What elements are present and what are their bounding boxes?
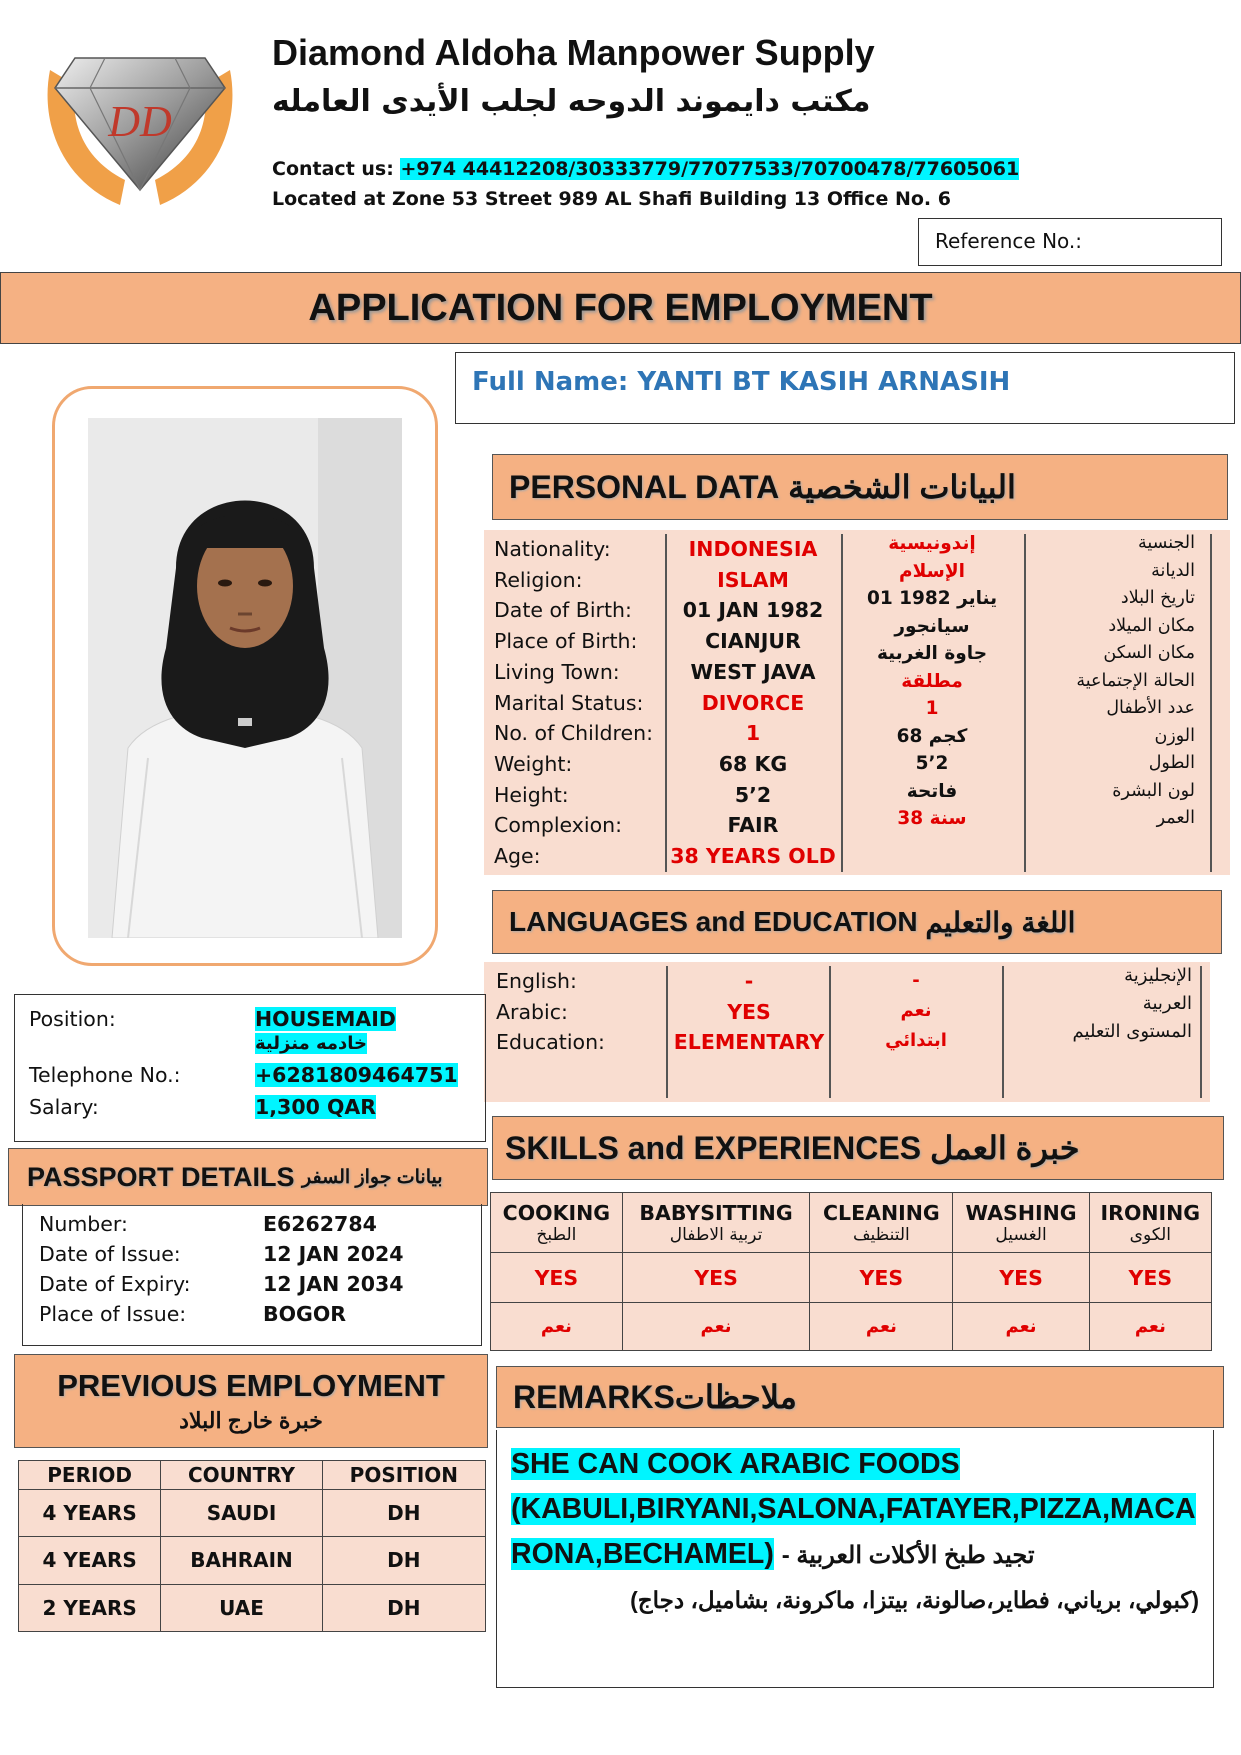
label-ar-religion: الديانة (1151, 560, 1195, 581)
skill-name-ar: الغسيل (995, 1224, 1047, 1245)
value-education: ELEMENTARY (673, 1030, 825, 1054)
value-weight: 68 KG (718, 751, 788, 776)
personal-heading-ar: البيانات الشخصية (788, 469, 1016, 505)
language-values-ar (832, 962, 1000, 1056)
personal-data-table (484, 530, 1230, 875)
contact-line (272, 158, 1019, 180)
previous-heading-ar: خبرة خارج البلاد (179, 1408, 323, 1433)
phone-label: Telephone No.: (29, 1063, 181, 1087)
passport-place-label: Place of Issue: (39, 1302, 187, 1326)
row-position: DH (322, 1489, 485, 1536)
passport-expiry-value: 12 JAN 2034 (263, 1272, 404, 1296)
skill-value: YES (810, 1253, 953, 1303)
value-ar-arabic: نعم (900, 1000, 932, 1021)
language-labels (496, 962, 656, 1058)
skill-value: YES (953, 1253, 1089, 1303)
passport-issue-label: Date of Issue: (39, 1242, 181, 1266)
skill-value: YES (491, 1253, 623, 1303)
remarks-line-3: RONA,BECHAMEL) (511, 1538, 774, 1570)
skills-table (490, 1192, 1212, 1351)
passport-box (22, 1204, 482, 1346)
position-box (14, 994, 486, 1142)
salary-label: Salary: (29, 1095, 99, 1119)
skill-cooking (491, 1193, 623, 1253)
table-row (19, 1489, 486, 1536)
logo-letters: DD (108, 97, 172, 146)
label-ar-weight: الوزن (1154, 725, 1195, 746)
languages-heading-en: LANGUAGES and EDUCATION (509, 906, 918, 937)
table-row (19, 1584, 486, 1631)
previous-employment-heading (14, 1354, 488, 1448)
skill-name: WASHING (965, 1200, 1077, 1225)
label-ar-children: عدد الأطفال (1106, 698, 1195, 718)
value-ar-living-town: جاوة الغربية (876, 643, 988, 664)
value-age: 38 YEARS OLD (670, 844, 836, 869)
row-period: 4 YEARS (19, 1489, 161, 1536)
skills-heading-en: SKILLS and EXPERIENCES (505, 1129, 922, 1166)
skill-name: IRONING (1100, 1200, 1201, 1225)
skill-babysitting (622, 1193, 810, 1253)
personal-data-heading (492, 454, 1228, 520)
page-title: APPLICATION FOR EMPLOYMENT (308, 286, 933, 329)
remarks-box (496, 1430, 1214, 1688)
label-ar-english: الإنجليزية (1124, 965, 1192, 986)
row-country: SAUDI (161, 1489, 322, 1536)
personal-heading-en: PERSONAL DATA (509, 468, 780, 505)
passport-number-label: Number: (39, 1212, 128, 1236)
remarks-line-2: (KABULI,BIRYANI,SALONA,FATAYER,PIZZA,MACA (511, 1493, 1196, 1525)
passport-heading-ar: بيانات جواز السفر (302, 1166, 443, 1188)
skill-name: COOKING (502, 1200, 611, 1225)
office-address: Located at Zone 53 Street 989 AL Shafi Building 13 Office No. 6 (272, 188, 951, 210)
label-height: Height: (494, 782, 569, 807)
value-arabic: YES (727, 999, 771, 1024)
skill-value-ar: نعم (810, 1303, 953, 1351)
value-living-town: WEST JAVA (690, 659, 816, 684)
passport-heading-en: PASSPORT DETAILS (27, 1161, 295, 1192)
label-arabic: Arabic: (496, 999, 568, 1024)
skill-name-ar: التنظيف (852, 1224, 910, 1245)
skill-washing (953, 1193, 1089, 1253)
title-band (0, 272, 1241, 344)
personal-values-en (668, 530, 838, 875)
label-ar-nationality: الجنسية (1137, 533, 1195, 553)
label-ar-complexion: لون البشرة (1112, 780, 1195, 801)
value-ar-weight: 68 كجم (896, 725, 968, 747)
language-labels-ar (1006, 962, 1192, 1046)
col-country: COUNTRY (161, 1461, 322, 1490)
skill-ironing (1089, 1193, 1211, 1253)
table-row (19, 1537, 486, 1584)
label-ar-education: المستوى التعليم (1072, 1021, 1192, 1042)
skill-value: YES (622, 1253, 810, 1303)
value-ar-nationality: إندونيسية (888, 533, 976, 554)
value-children: 1 (745, 721, 761, 746)
label-living-town: Living Town: (494, 659, 620, 684)
label-ar-height: الطول (1148, 753, 1195, 773)
value-ar-age: 38 سنة (897, 808, 967, 829)
skill-value: YES (1089, 1253, 1211, 1303)
contact-label: Contact us: (272, 158, 394, 180)
label-dob: Date of Birth: (494, 598, 632, 623)
label-religion: Religion: (494, 567, 583, 592)
previous-employment-table (18, 1460, 486, 1632)
contact-numbers: +974 44412208/30333779/77077533/70700478/77605061 (400, 158, 1020, 180)
value-ar-education: ابتدائي (885, 1030, 947, 1051)
skills-heading (492, 1116, 1224, 1180)
position-value: HOUSEMAID (255, 1007, 396, 1031)
col-period: PERIOD (19, 1461, 161, 1490)
passport-heading (8, 1148, 488, 1206)
value-ar-english: - (912, 970, 920, 991)
skill-name-ar: الطبخ (536, 1224, 577, 1245)
skill-name: BABYSITTING (639, 1200, 793, 1225)
label-complexion: Complexion: (494, 813, 623, 838)
reference-box (918, 218, 1222, 266)
languages-heading (492, 890, 1222, 954)
skill-cleaning (810, 1193, 953, 1253)
personal-values-ar (844, 530, 1020, 875)
row-position: DH (322, 1584, 485, 1631)
value-english: - (744, 969, 754, 993)
remarks-line-4-ar: (كبولي، برياني، فطاير،صالونة، بيتزا، ماكرونة، بشاميل، دجاج) (630, 1587, 1199, 1613)
passport-issue-value: 12 JAN 2024 (263, 1242, 404, 1266)
label-ar-dob: تاريخ البلاد (1120, 588, 1195, 608)
remarks-line-3-ar: - تجيد طبخ الأكلات العربية (781, 1542, 1035, 1569)
label-age: Age: (494, 844, 541, 869)
value-marital: DIVORCE (701, 690, 805, 715)
skill-name-ar: الكوى (1129, 1224, 1172, 1245)
company-name-en: Diamond Aldoha Manpower Supply (272, 32, 875, 73)
passport-expiry-label: Date of Expiry: (39, 1272, 191, 1296)
label-english: English: (496, 969, 577, 993)
skill-value-ar: نعم (1089, 1303, 1211, 1351)
value-ar-complexion: فاتحة (906, 780, 958, 802)
skill-value-ar: نعم (953, 1303, 1089, 1351)
skills-heading-ar: خبرة العمل (929, 1130, 1080, 1166)
value-religion: ISLAM (717, 567, 789, 592)
position-value-ar: خادمه منزلية (255, 1033, 368, 1054)
salary-value: 1,300 QAR (255, 1095, 377, 1119)
row-position: DH (322, 1537, 485, 1584)
value-ar-pob: سيانجور (894, 615, 970, 637)
value-ar-dob: 01 يناير 1982 (866, 588, 998, 609)
remarks-heading-en: REMARKS (513, 1378, 675, 1415)
value-ar-marital: مطلقة (901, 670, 963, 692)
remarks-line-1: SHE CAN COOK ARABIC FOODS (511, 1448, 960, 1480)
label-pob: Place of Birth: (494, 629, 638, 654)
value-pob: CIANJUR (705, 629, 801, 654)
value-nationality: INDONESIA (688, 537, 818, 561)
reference-label: Reference No.: (935, 229, 1083, 253)
label-education: Education: (496, 1030, 605, 1054)
label-ar-arabic: العربية (1142, 993, 1192, 1014)
full-name: Full Name: YANTI BT KASIH ARNASIH (455, 352, 1235, 424)
languages-table (484, 962, 1210, 1102)
position-label: Position: (29, 1007, 116, 1031)
applicant-photo (88, 418, 402, 938)
passport-place-value: BOGOR (263, 1302, 347, 1326)
label-marital: Marital Status: (494, 690, 644, 715)
personal-labels-ar (1027, 530, 1195, 875)
row-country: BAHRAIN (161, 1537, 322, 1584)
value-dob: 01 JAN 1982 (682, 598, 824, 623)
skill-name-ar: تربية الاطفال (669, 1224, 763, 1245)
company-name-ar: مكتب دايموند الدوحه لجلب الأيدى العامله (272, 84, 871, 119)
company-logo (30, 30, 250, 215)
skill-name: CLEANING (822, 1200, 940, 1225)
remarks-heading (496, 1366, 1224, 1428)
row-period: 2 YEARS (19, 1584, 161, 1631)
phone-value: +6281809464751 (255, 1063, 458, 1087)
language-values-en (669, 962, 829, 1058)
value-ar-children: 1 (925, 698, 939, 719)
label-ar-age: العمر (1156, 808, 1195, 828)
label-ar-pob: مكان الميلاد (1108, 615, 1195, 636)
row-period: 4 YEARS (19, 1537, 161, 1584)
row-country: UAE (161, 1584, 322, 1631)
value-ar-height: 5’2 (915, 753, 949, 774)
col-position: POSITION (322, 1461, 485, 1490)
value-height: 5’2 (734, 782, 772, 807)
value-ar-religion: الإسلام (899, 560, 965, 582)
label-children: No. of Children: (494, 721, 654, 746)
label-nationality: Nationality: (494, 537, 611, 561)
label-ar-living-town: مكان السكن (1103, 643, 1195, 663)
languages-heading-ar: اللغة والتعليم (925, 906, 1076, 938)
skill-value-ar: نعم (622, 1303, 810, 1351)
skill-value-ar: نعم (491, 1303, 623, 1351)
passport-number-value: E6262784 (263, 1212, 377, 1236)
label-ar-marital: الحالة الإجتماعية (1076, 670, 1195, 691)
value-complexion: FAIR (727, 813, 779, 838)
personal-labels (494, 530, 654, 875)
label-weight: Weight: (494, 751, 573, 776)
previous-heading-en: PREVIOUS EMPLOYMENT (57, 1368, 445, 1403)
remarks-heading-ar: ملاحظات (674, 1379, 797, 1415)
